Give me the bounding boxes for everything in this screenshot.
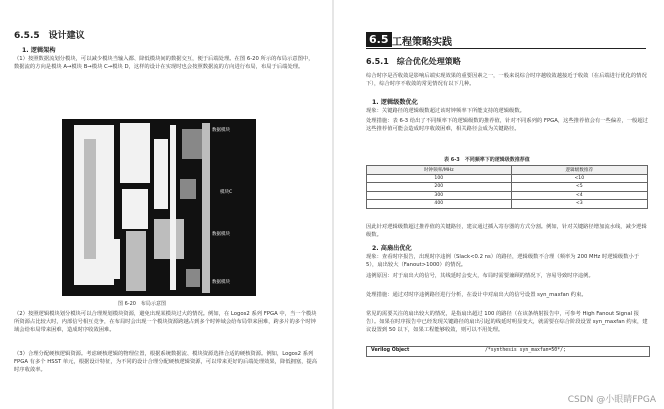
chapter-title: 工程策略实践 <box>392 37 452 48</box>
table-cell: 100 <box>367 174 512 183</box>
code-value: /*synthesis syn_maxfan=50*/; <box>485 348 566 353</box>
layout-figure <box>62 119 256 296</box>
recommendation-table <box>366 165 648 209</box>
measure-1: 处理措施：表 6-3 给出了不同频率下的逻辑级数的推荐值，针对不同系列的 FPGA，这些推荐值会有一些偏差，一般超过这些推荐值可能会造成时序收敛困难，相关路径会成为关键路径。 <box>366 118 648 133</box>
note-2: 常见的需要关注的扇出较大的情况，是指扇出超过 100 的路径（在该条纳射报告中，可参考 High Fanout Signal 报告）。如果在时序报告中已经发现关键路径的扇出引起的线延时明显变大，就需要在综合阶段设置 syn_maxfan 约束，建议设置到 50 以下，如果工程能够收敛，则可以不用处理。 <box>366 311 648 334</box>
table-cell: <4 <box>511 191 647 200</box>
paragraph-3: （3）合理分配硬核逻辑资源。考虑硬核逻辑的物理位置，根据系统数据流、模块资源选择合适的硬核资源。例如，Logos2 系列 FPGA 有多个 HSST 单元，根据设计特征，为不同的设计合理分配硬核逻辑资源，可以带来更好的后端处理效果，降低拥塞，提高时序收敛率。 <box>14 351 318 374</box>
intro-paragraph: 综合时序是否收敛是影响后端实现效果的重要因素之一，一般来说综合时序越收敛越接近于收敛（在后端进行优化的情况下），综合时序不收敛的常见情况有以下几种。 <box>366 73 647 88</box>
table-row <box>367 191 648 200</box>
phenomenon-2: 现象：查看时序报告，出现时序违例（Slack<0.2 ns）的路径，逻辑级数不合理（频率为 200 MHz 时逻辑级数小于 5），扇出较大（Fanout>1000）的情况。 <box>366 254 640 269</box>
figure-caption: 图 6-20 布局示意图 <box>118 301 166 307</box>
table-row <box>367 183 648 192</box>
section-heading: 6.5.5 设计建议 <box>14 31 85 41</box>
table-followup: 因此针对逻辑级数超过推荐值的关键路径，建议通过插入寄存器的方式分割。例如，针对关键路径增加流水线，减少逻辑级数。 <box>366 224 647 239</box>
table-cell: <10 <box>511 174 647 183</box>
right-page <box>334 0 664 409</box>
chapter-number: 6.5 <box>366 32 392 47</box>
table-header-row <box>367 166 648 175</box>
figure-label: 数据模块 <box>212 128 230 133</box>
code-box <box>366 346 650 357</box>
figure-label: 模块C <box>220 190 233 195</box>
table-cell: <3 <box>511 200 647 209</box>
subheading-logic-level: 1. 逻辑级数优化 <box>372 99 418 106</box>
table-caption: 表 6-3 不同频率下的逻辑级数推荐值 <box>444 157 530 163</box>
paragraph-2: （2）按照逻辑模块划分模块可以合理规划模块资源，避免出现某模块过大的情况。例如，在 Logos2 系列 FPGA 中，当一个模块所资源占比较大时，内部信号相互竞争，在布局时会出现一个模块资源跨越占到多个时钟域会给布局带来困难，跨多片的多个时钟域会给布局带来困难，造成时序收敛困难。 <box>14 311 317 334</box>
figure-label: 数据模块 <box>212 280 230 285</box>
table-cell: 400 <box>367 200 512 209</box>
code-label: Verilog Object <box>371 348 410 353</box>
measure-2: 处理措施：通过对时序违例路径进行分析，在设计中对扇出大的信号设置 syn_maxfan 约束。 <box>366 292 587 298</box>
watermark: CSDN @小眼睛FPGA <box>567 395 656 405</box>
table-cell: 300 <box>367 191 512 200</box>
chapter-rule <box>366 48 646 49</box>
paragraph-1: （1）按照数据流划分模块，可以减少模块当输入都、降低模块间的数据交互，便于后端处理。在图 6-20 所示的布局示意图中，数据流的方向是模块 A→模块 B→模块 C→模块 D，这样的设计在实现时也会按照数据流的方向进行布局，布局于后端处理。 <box>14 56 314 71</box>
table-row <box>367 174 648 183</box>
table-header-cell: 逻辑级数推荐 <box>511 166 647 175</box>
table-header-cell: 时钟频率/MHz <box>367 166 512 175</box>
table-row <box>367 200 648 209</box>
phenomenon-1: 现象：关键路径的逻辑级数超过该时钟频率下所能支持的逻辑级数。 <box>366 108 525 114</box>
table-cell: 200 <box>367 183 512 192</box>
section-heading: 6.5.1 综合优化处理策略 <box>366 57 461 66</box>
subheading-logic-architecture: 1. 逻辑架构 <box>22 47 56 54</box>
subheading-fanout: 2. 高扇出优化 <box>372 245 412 252</box>
figure-label: 数据模块 <box>212 232 230 237</box>
cause-2: 违例原因：对于扇出大的信号，其线延时会变大，布局时需要兼顾的情况下，容易导致时序违例。 <box>366 273 594 279</box>
table-cell: <5 <box>511 183 647 192</box>
